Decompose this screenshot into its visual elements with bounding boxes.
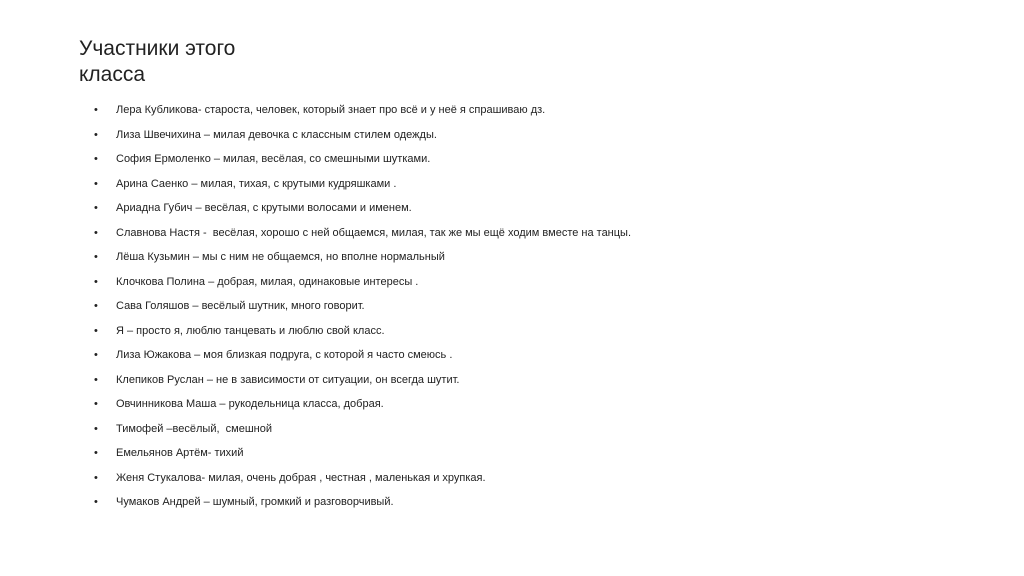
bullet-icon: •	[94, 251, 98, 263]
list-item-text: Лёша Кузьмин – мы с ним не общаемся, но вполне нормальный	[116, 251, 445, 263]
bullet-icon: •	[94, 349, 98, 361]
bullet-icon: •	[94, 324, 98, 337]
slide-title-line-2: класса	[79, 63, 146, 86]
bullet-icon: •	[94, 104, 98, 116]
list-item-text: Клочкова Полина – добрая, милая, одинаковые интересы .	[116, 275, 419, 288]
bullet-icon: •	[94, 300, 98, 312]
bullet-icon: •	[94, 177, 98, 190]
bullet-icon: •	[94, 422, 98, 435]
list-item-text: Чумаков Андрей – шумный, громкий и разговорчивый.	[116, 496, 394, 508]
slide-title	[79, 36, 479, 88]
bullet-icon: •	[94, 153, 98, 165]
list-item-text: Женя Стукалова- милая, очень добрая , честная , маленькая и хрупкая.	[116, 471, 486, 484]
list-item-text: Лера Кубликова- староста, человек, который знает про всё и у неё я спрашиваю дз.	[116, 104, 546, 116]
bullet-icon: •	[94, 496, 98, 508]
list-item-text: Славнова Настя - весёлая, хорошо с ней общаемся, милая, так же мы ещё ходим вместе на танцы.	[116, 226, 632, 239]
bullet-icon: •	[94, 275, 98, 288]
bullet-icon: •	[94, 398, 98, 410]
list-item-text: Я – просто я, люблю танцевать и люблю свой класс.	[116, 324, 385, 337]
list-item-text: Ариадна Губич – весёлая, с крутыми волосами и именем.	[116, 202, 412, 214]
list-item-text: София Ермоленко – милая, весёлая, со смешными шутками.	[116, 153, 431, 165]
list-item-text: Лиза Швечихина – милая девочка с классным стилем одежды.	[116, 128, 437, 141]
bullet-icon: •	[94, 226, 98, 239]
bullet-icon: •	[94, 373, 98, 386]
list-item-text: Арина Саенко – милая, тихая, с крутыми кудряшками .	[116, 177, 397, 190]
list-item-text: Емельянов Артём- тихий	[116, 447, 244, 459]
bullet-icon: •	[94, 128, 98, 141]
list-item-text: Лиза Южакова – моя близкая подруга, с которой я часто смеюсь .	[116, 349, 453, 361]
bullet-icon: •	[94, 447, 98, 459]
list-item-text: Клепиков Руслан – не в зависимости от ситуации, он всегда шутит.	[116, 373, 460, 386]
list-item-text: Сава Голяшов – весёлый шутник, много говорит.	[116, 300, 365, 312]
list-item-text: Овчинникова Маша – рукодельница класса, добрая.	[116, 398, 384, 410]
bullet-icon: •	[94, 202, 98, 214]
bullet-icon: •	[94, 471, 98, 484]
slide-title-line-1: Участники этого	[79, 37, 236, 60]
list-item-text: Тимофей –весёлый, смешной	[116, 422, 272, 435]
